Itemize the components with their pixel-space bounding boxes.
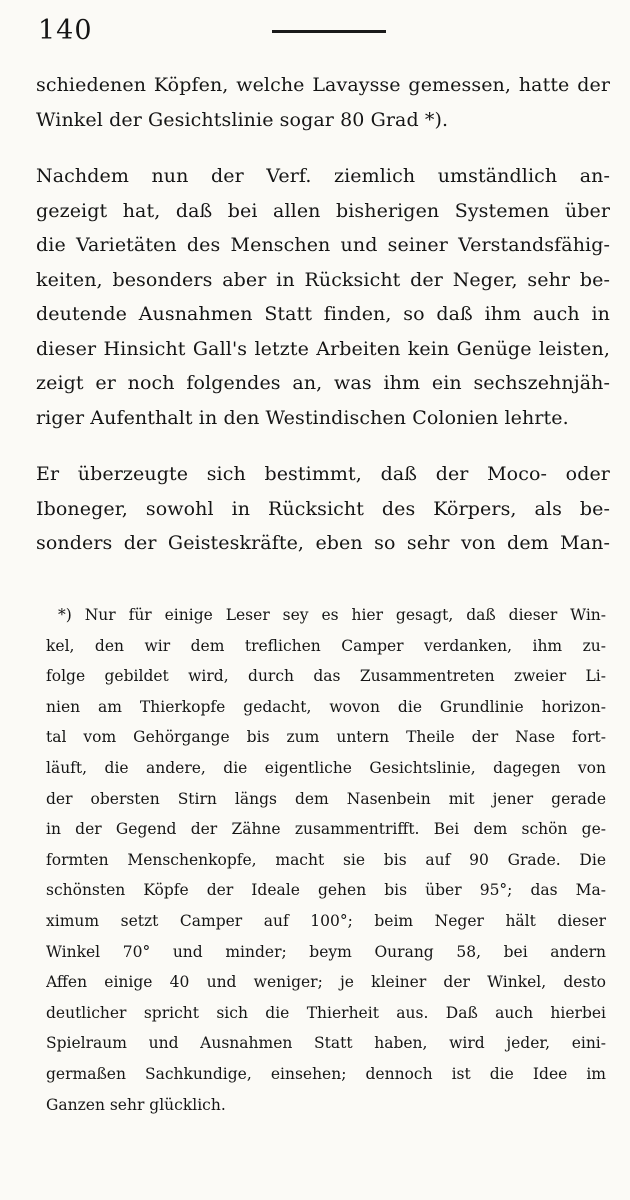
paragraph-1 <box>36 68 610 137</box>
footnote-line: folge gebildet wird, durch das Zusammentreten zweier Li- <box>46 667 606 686</box>
page-number: 140 <box>38 15 93 46</box>
footnote-line: ximum setzt Camper auf 100°; beim Neger hält dieser <box>46 911 606 930</box>
paragraph-2 <box>36 159 610 435</box>
footnote-line: Ganzen sehr glücklich. <box>46 1095 226 1114</box>
footnote-line: *) Nur für einige Leser sey es hier gesagt, daß dieser Win- <box>58 606 606 624</box>
footnote-line: deutlicher spricht sich die Thierheit aus. Daß auch hierbei <box>46 1003 606 1022</box>
footnote-line: der obersten Stirn längs dem Nasenbein mit jener gerade <box>46 789 606 808</box>
footnote-line: in der Gegend der Zähne zusammentrifft. Bei dem schön ge- <box>46 820 606 839</box>
text-line: Iboneger, sowohl in Rücksicht des Körpers, als be- <box>36 497 610 520</box>
footnote-line: kel, den wir dem treflichen Camper verdanken, ihm zu- <box>46 636 606 655</box>
footnote-line: läuft, die andere, die eigentliche Gesichtslinie, dagegen von <box>46 758 606 777</box>
text-line: deutende Ausnahmen Statt finden, so daß ihm auch in <box>36 303 610 325</box>
text-line: die Varietäten des Menschen und seiner Verstandsfähig- <box>36 234 610 256</box>
text-line: riger Aufenthalt in den Westindischen Colonien lehrte. <box>36 406 569 429</box>
footnote-line: Winkel 70° und minder; beym Ourang 58, bei andern <box>46 942 606 961</box>
text-line: schiedenen Köpfen, welche Lavaysse gemessen, hatte der <box>36 74 610 96</box>
text-line: Winkel der Gesichtslinie sogar 80 Grad *). <box>36 108 449 131</box>
text-line: zeigt er noch folgendes an, was ihm ein sechszehnjäh- <box>36 372 610 394</box>
text-line: gezeigt hat, daß bei allen bisherigen Systemen über <box>36 199 610 222</box>
footnote-line: Spielraum und Ausnahmen Statt haben, wird jeder, eini- <box>46 1034 606 1053</box>
header-rule <box>272 30 386 33</box>
footnote-line: nien am Thierkopfe gedacht, wovon die Grundlinie horizon- <box>46 697 606 716</box>
footnote <box>46 600 606 1120</box>
text-line: Er überzeugte sich bestimmt, daß der Moco- oder <box>36 463 610 485</box>
footnote-line: tal vom Gehörgange bis zum untern Theile der Nase fort- <box>46 728 606 747</box>
footnote-line: germaßen Sachkundige, einsehen; dennoch ist die Idee im <box>46 1064 606 1083</box>
paragraph-3 <box>36 457 610 561</box>
text-line: Nachdem nun der Verf. ziemlich umständlich an- <box>36 165 610 187</box>
footnote-line: schönsten Köpfe der Ideale gehen bis über 95°; das Ma- <box>46 881 606 900</box>
text-line: dieser Hinsicht Gall's letzte Arbeiten kein Genüge leisten, <box>36 337 610 360</box>
footnote-line: formten Menschenkopfe, macht sie bis auf 90 Grade. Die <box>46 850 606 869</box>
footnote-line: Affen einige 40 und weniger; je kleiner der Winkel, desto <box>46 973 606 992</box>
text-line: keiten, besonders aber in Rücksicht der Neger, sehr be- <box>36 268 610 291</box>
text-line: sonders der Geisteskräfte, eben so sehr von dem Man- <box>36 532 610 554</box>
main-text <box>36 68 610 561</box>
